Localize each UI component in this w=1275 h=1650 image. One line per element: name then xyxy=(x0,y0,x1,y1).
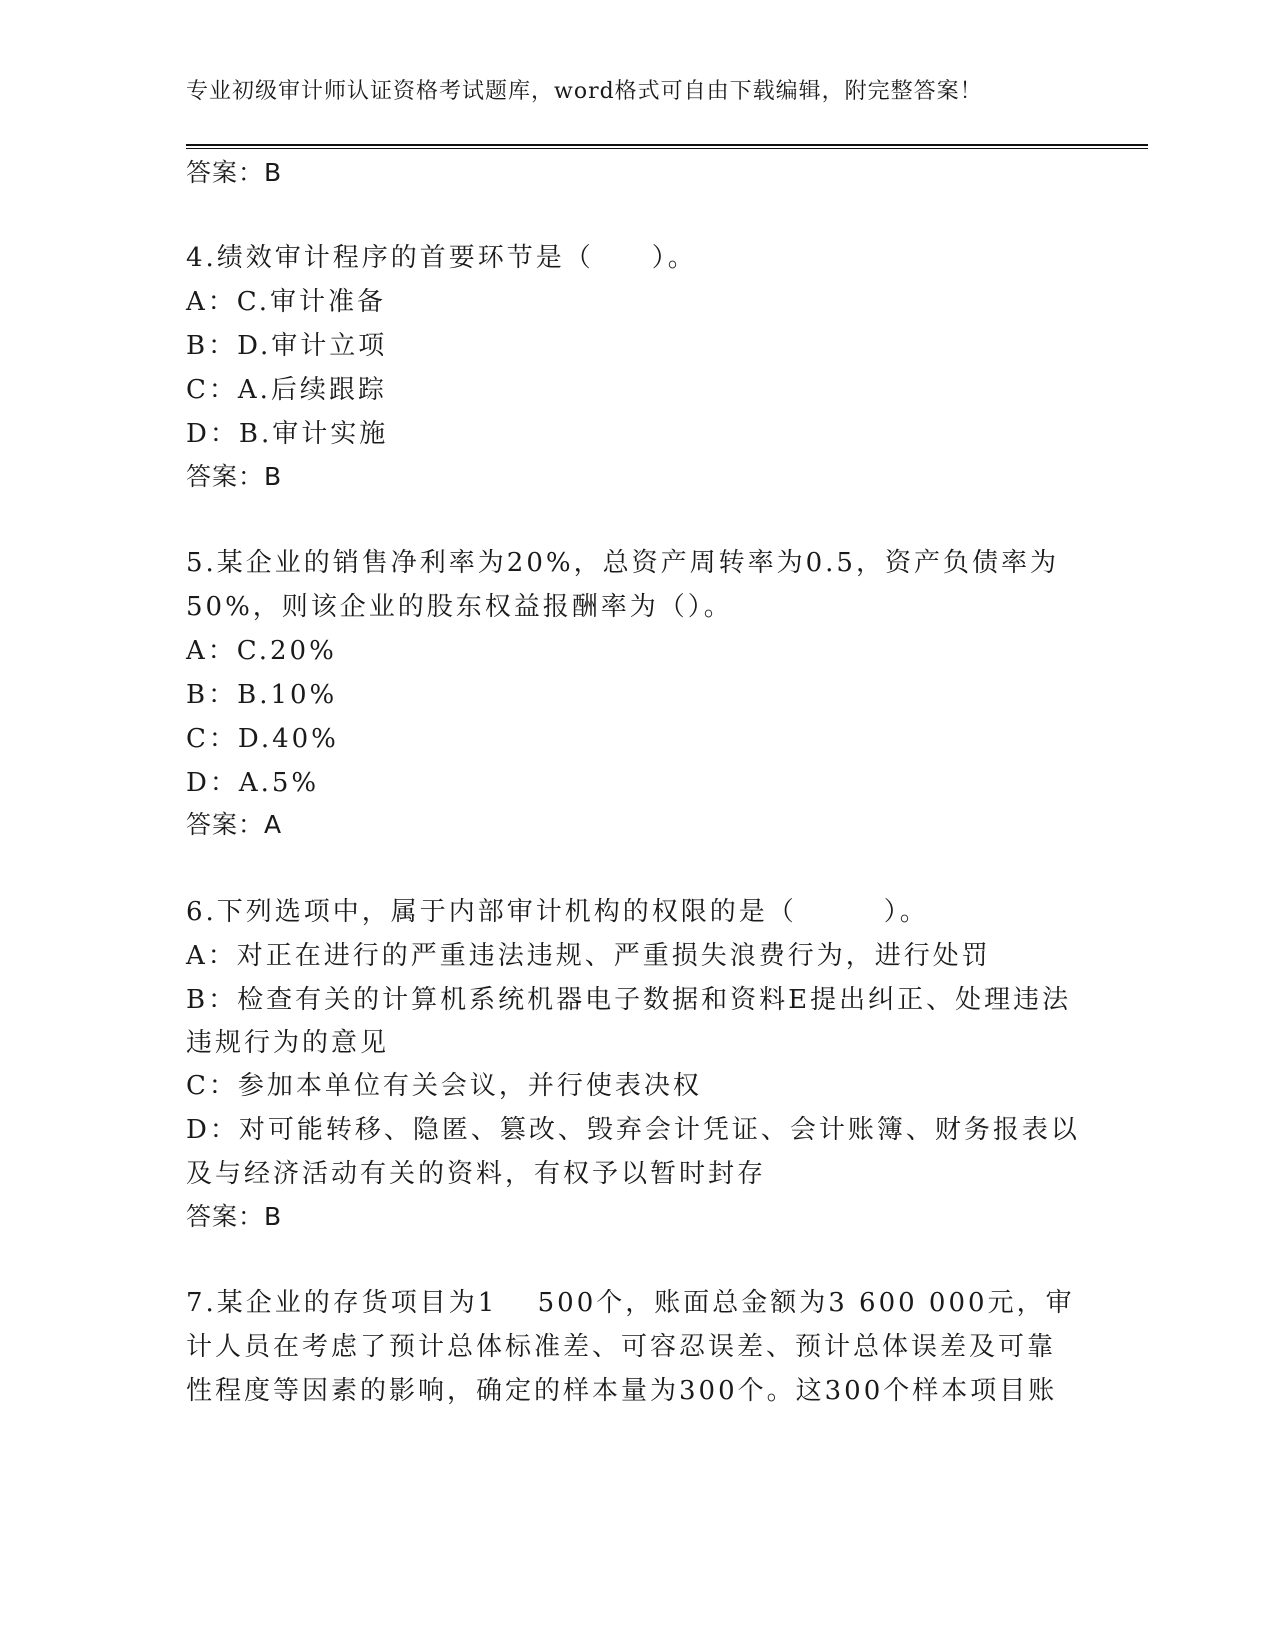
question-7-stem-line-3: 性程度等因素的影响，确定的样本量为300个。这300个样本项目账 xyxy=(186,1376,1058,1406)
question-6-option-a: A：对正在进行的严重违法违规、严重损失浪费行为，进行处罚 xyxy=(186,941,991,971)
question-6-option-d-line-2: 及与经济活动有关的资料，有权予以暂时封存 xyxy=(186,1159,767,1189)
question-6-stem: 6.下列选项中，属于内部审计机构的权限的是（ ）。 xyxy=(186,897,929,927)
question-6-answer: 答案：B xyxy=(186,1202,283,1231)
question-5-option-a: A：C.20% xyxy=(186,636,337,666)
question-4-stem: 4.绩效审计程序的首要环节是（ ）。 xyxy=(186,243,697,273)
question-6-option-d-line-1: D：对可能转移、隐匿、篡改、毁弃会计凭证、会计账簿、财务报表以 xyxy=(186,1115,1080,1145)
question-5-option-b: B：B.10% xyxy=(186,680,338,710)
question-5-stem-line-2: 50%，则该企业的股东权益报酬率为（）。 xyxy=(186,592,733,622)
question-4-option-b: B：D.审计立项 xyxy=(186,331,388,361)
question-6-option-b-line-1: B：检查有关的计算机系统机器电子数据和资料E提出纠正、处理违法 xyxy=(186,985,1072,1015)
answer-line: 答案：B xyxy=(186,158,283,187)
question-4-answer: 答案：B xyxy=(186,462,283,491)
question-6-option-c: C：参加本单位有关会议，并行使表决权 xyxy=(186,1071,702,1101)
question-4-option-a: A：C.审计准备 xyxy=(186,287,387,317)
document-header: 专业初级审计师认证资格考试题库，word格式可自由下载编辑，附完整答案！ xyxy=(186,79,983,104)
question-6-option-b-line-2: 违规行为的意见 xyxy=(186,1028,390,1058)
question-5-answer: 答案：A xyxy=(186,810,283,839)
question-7-stem-line-1: 7.某企业的存货项目为1 500个，账面总金额为3 600 000元，审 xyxy=(186,1288,1075,1318)
question-4-option-c: C：A.后续跟踪 xyxy=(186,375,387,405)
question-5-option-c: C：D.40% xyxy=(186,724,339,754)
question-5-stem-line-1: 5.某企业的销售净利率为20%，总资产周转率为0.5，资产负债率为 xyxy=(186,548,1059,578)
question-7-stem-line-2: 计人员在考虑了预计总体标准差、可容忍误差、预计总体误差及可靠 xyxy=(186,1332,1057,1362)
question-5-option-d: D：A.5% xyxy=(186,768,320,798)
question-4-option-d: D：B.审计实施 xyxy=(186,419,389,449)
header-divider xyxy=(186,144,1148,149)
